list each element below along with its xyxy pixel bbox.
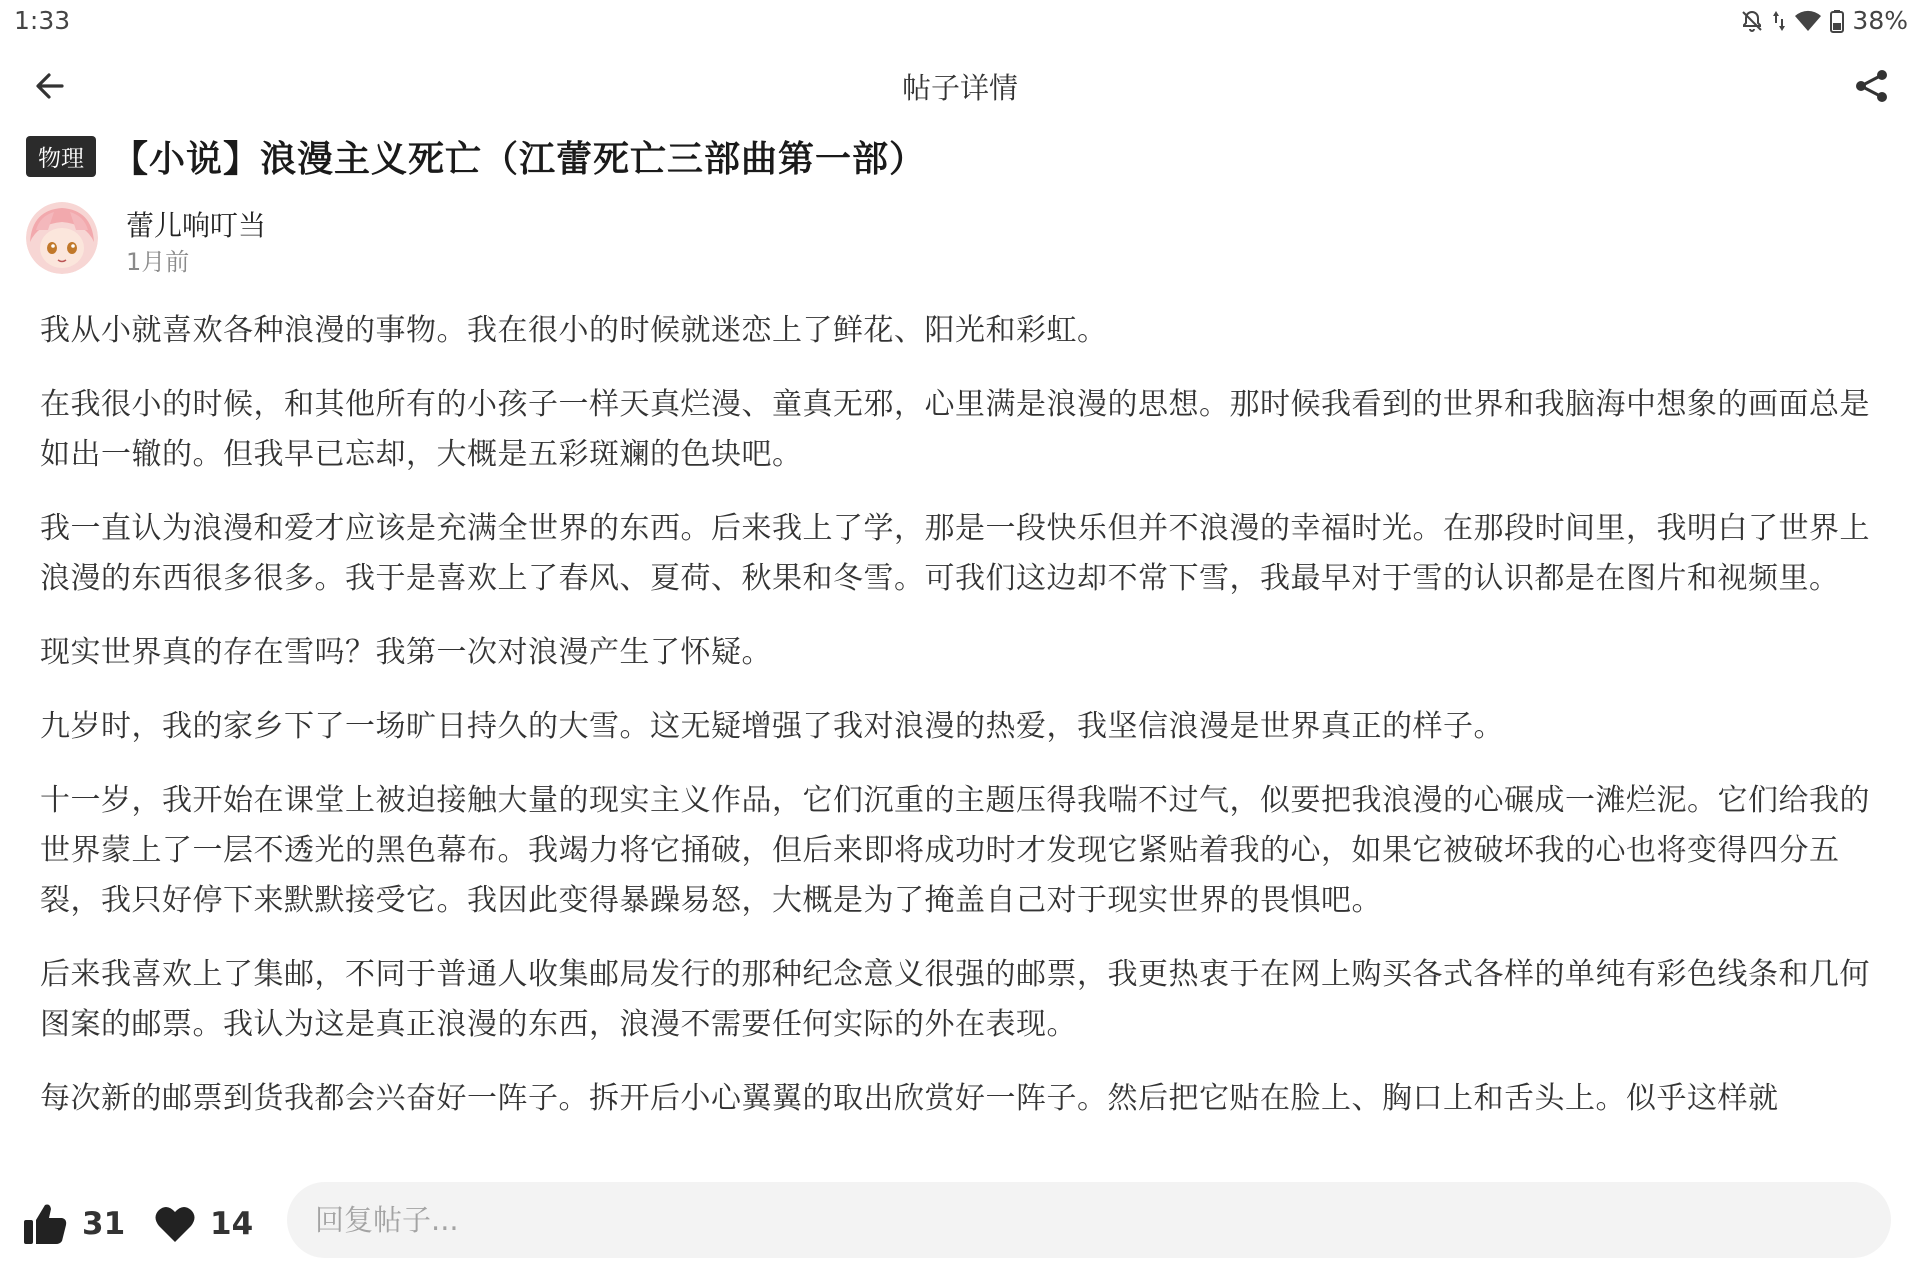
author-name[interactable]: 蕾儿响叮当 [126,209,267,242]
bottom-action-bar [0,1178,1920,1280]
category-badge[interactable]: 物理 [26,136,96,177]
paragraph: 我从小就喜欢各种浪漫的事物。我在很小的时候就迷恋上了鲜花、阳光和彩虹。 [40,313,1108,348]
reply-input[interactable] [287,1182,1891,1258]
paragraph: 九岁时，我的家乡下了一场旷日持久的大雪。这无疑增强了我对浪漫的热爱，我坚信浪漫是世界真正的样子。 [40,709,1504,744]
paragraph: 现实世界真的存在雪吗？我第一次对浪漫产生了怀疑。 [40,635,772,670]
status-time: 1:33 [14,6,71,35]
app-bar [0,44,1920,122]
battery-percent: 38% [1852,6,1908,35]
post-body [40,306,1870,1158]
post-title-row [26,128,926,184]
share-button[interactable] [1844,58,1900,114]
like-button[interactable] [22,1196,125,1252]
page-title: 帖子详情 [901,71,1018,105]
share-icon [1853,67,1891,105]
post-time: 1月前 [126,248,190,276]
paragraph: 后来我喜欢上了集邮，不同于普通人收集邮局发行的那种纪念意义很强的邮票，我更热衷于在网上购买各式各样的单纯有彩色线条和几何图案的邮票。我认为这是真正浪漫的东西，浪漫不需要任何实际的外在表现。 [40,957,1870,1042]
notifications-off-icon [1740,9,1764,33]
wifi-icon [1794,9,1822,33]
paragraph: 每次新的邮票到货我都会兴奋好一阵子。拆开后小心翼翼的取出欣赏好一阵子。然后把它贴在脸上、胸口上和舌头上。似乎这样就 [40,1081,1779,1116]
paragraph: 十一岁，我开始在课堂上被迫接触大量的现实主义作品，它们沉重的主题压得我喘不过气，似要把我浪漫的心碾成一滩烂泥。它们给我的世界蒙上了一层不透光的黑色幕布。我竭力将它捅破，但后来即将成功时才发现它紧贴着我的心，如果它被破坏我的心也将变得四分五裂，我只好停下来默默接受它。我因此变得暴躁易怒，大概是为了掩盖自己对于现实世界的畏惧吧。 [40,783,1870,918]
favorite-button[interactable] [154,1196,253,1252]
thumbs-up-icon [22,1201,68,1247]
like-count: 31 [82,1206,126,1242]
battery-icon [1830,9,1844,33]
favorite-count: 14 [210,1206,254,1242]
avatar[interactable] [26,202,98,274]
paragraph: 我一直认为浪漫和爱才应该是充满全世界的东西。后来我上了学，那是一段快乐但并不浪漫的幸福时光。在那段时间里，我明白了世界上浪漫的东西很多很多。我于是喜欢上了春风、夏荷、秋果和冬雪。可我们这边却不常下雪，我最早对于雪的认识都是在图片和视频里。 [40,511,1870,596]
heart-icon [154,1204,196,1244]
post-title: 【小说】浪漫主义死亡（江蕾死亡三部曲第一部） [112,138,927,180]
paragraph: 在我很小的时候，和其他所有的小孩子一样天真烂漫、童真无邪，心里满是浪漫的思想。那时候我看到的世界和我脑海中想象的画面总是如出一辙的。但我早已忘却，大概是五彩斑斓的色块吧。 [40,387,1870,472]
data-arrows-icon [1772,9,1786,33]
status-icons [1740,6,1908,35]
status-bar [0,0,1920,44]
